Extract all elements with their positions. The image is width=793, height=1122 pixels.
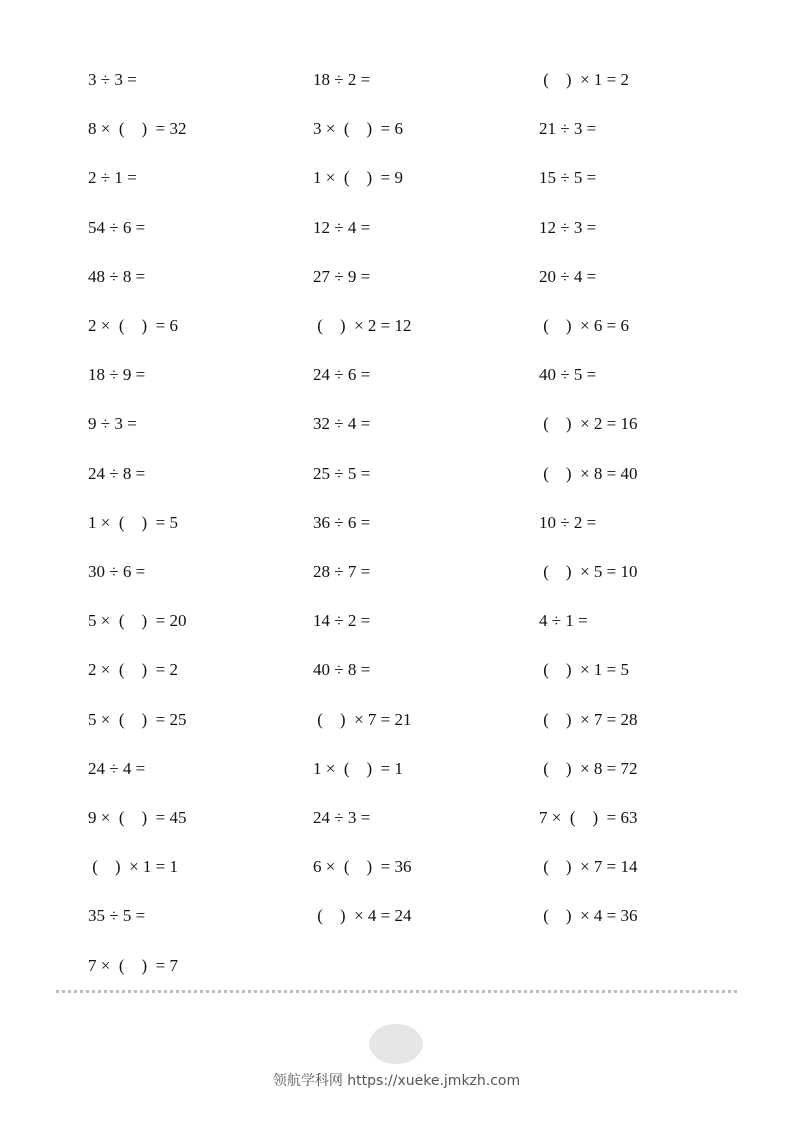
math-problem: 6 × ( ) = 36: [313, 857, 412, 876]
math-problem: ( ) × 7 = 14: [539, 857, 638, 876]
math-problem: 36 ÷ 6 =: [313, 513, 371, 532]
math-problem: 18 ÷ 9 =: [88, 365, 146, 384]
math-problem: 20 ÷ 4 =: [539, 267, 597, 286]
math-problem: 54 ÷ 6 =: [88, 218, 146, 237]
math-problem: 10 ÷ 2 =: [539, 513, 597, 532]
math-problem: 2 × ( ) = 6: [88, 316, 178, 335]
math-problem: 12 ÷ 4 =: [313, 218, 371, 237]
math-problem: ( ) × 4 = 36: [539, 906, 638, 925]
math-problem: ( ) × 7 = 21: [313, 710, 412, 729]
footer-site-label: 领航学科网 https://xueke.jmkzh.com: [272, 1073, 521, 1089]
math-problem: 3 × ( ) = 6: [313, 119, 403, 138]
math-problem: 8 × ( ) = 32: [88, 119, 187, 138]
math-problem: ( ) × 1 = 5: [539, 660, 629, 679]
math-problem: 28 ÷ 7 =: [313, 562, 371, 581]
math-problem: ( ) × 8 = 40: [539, 464, 638, 483]
math-problem: 1 × ( ) = 5: [88, 513, 178, 532]
page-number-badge: [369, 1024, 423, 1064]
dotted-divider: [56, 990, 737, 993]
math-problem: 4 ÷ 1 =: [539, 611, 588, 630]
math-problem: ( ) × 2 = 16: [539, 414, 638, 433]
math-problem: 2 × ( ) = 2: [88, 660, 178, 679]
math-problem: 18 ÷ 2 =: [313, 70, 371, 89]
math-problem: ( ) × 6 = 6: [539, 316, 629, 335]
math-problem: ( ) × 8 = 72: [539, 759, 638, 778]
math-problem: 48 ÷ 8 =: [88, 267, 146, 286]
math-problem: 5 × ( ) = 20: [88, 611, 187, 630]
math-problem: 3 ÷ 3 =: [88, 70, 137, 89]
math-problem: ( ) × 1 = 2: [539, 70, 629, 89]
math-problem: 7 × ( ) = 7: [88, 956, 178, 975]
math-problem: 15 ÷ 5 =: [539, 168, 597, 187]
math-problem: 7 × ( ) = 63: [539, 808, 638, 827]
math-problem: 24 ÷ 6 =: [313, 365, 371, 384]
math-problem: 2 ÷ 1 =: [88, 168, 137, 187]
math-problem: 24 ÷ 4 =: [88, 759, 146, 778]
math-problem: 30 ÷ 6 =: [88, 562, 146, 581]
math-problem: ( ) × 1 = 1: [88, 857, 178, 876]
math-problem: 27 ÷ 9 =: [313, 267, 371, 286]
math-problem: ( ) × 5 = 10: [539, 562, 638, 581]
math-problem: 9 ÷ 3 =: [88, 414, 137, 433]
math-problem: 21 ÷ 3 =: [539, 119, 597, 138]
math-problem: 1 × ( ) = 9: [313, 168, 403, 187]
math-problem: 12 ÷ 3 =: [539, 218, 597, 237]
math-problem: ( ) × 7 = 28: [539, 710, 638, 729]
math-problem: 5 × ( ) = 25: [88, 710, 187, 729]
math-problem: 9 × ( ) = 45: [88, 808, 187, 827]
math-problem: 40 ÷ 5 =: [539, 365, 597, 384]
math-problem: 25 ÷ 5 =: [313, 464, 371, 483]
math-problem: 24 ÷ 8 =: [88, 464, 146, 483]
math-problem: 40 ÷ 8 =: [313, 660, 371, 679]
math-problem: ( ) × 2 = 12: [313, 316, 412, 335]
math-problem: 14 ÷ 2 =: [313, 611, 371, 630]
math-problem: 35 ÷ 5 =: [88, 906, 146, 925]
math-problem: 24 ÷ 3 =: [313, 808, 371, 827]
math-problem: ( ) × 4 = 24: [313, 906, 412, 925]
math-problem: 1 × ( ) = 1: [313, 759, 403, 778]
math-problem: 32 ÷ 4 =: [313, 414, 371, 433]
